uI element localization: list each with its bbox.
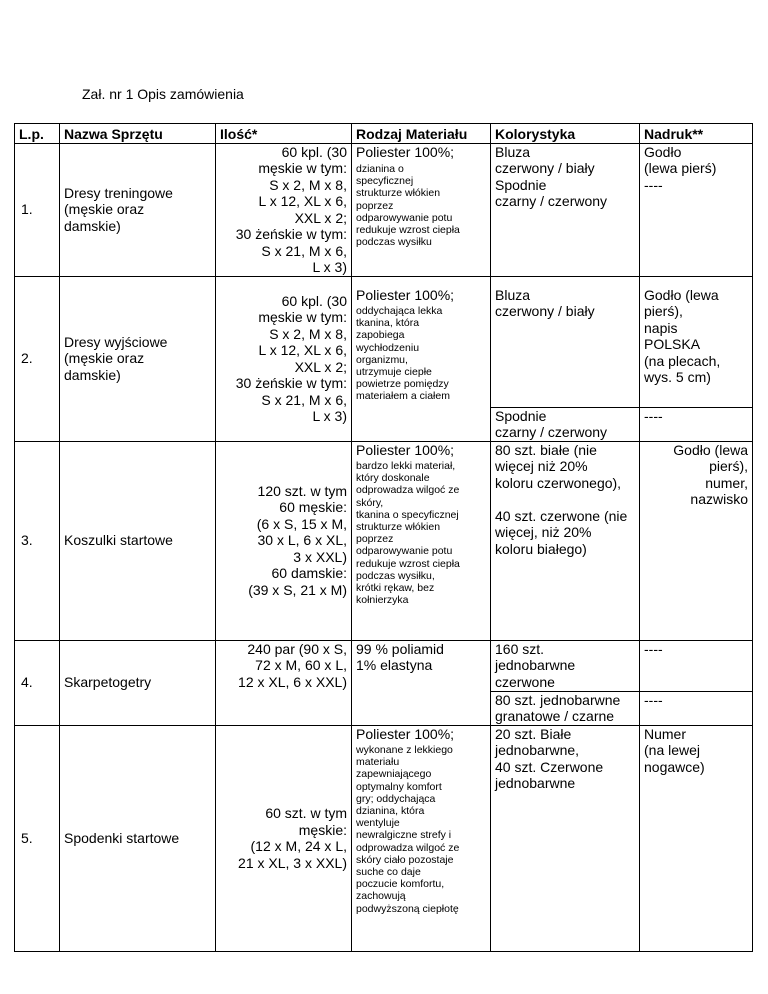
cell-ilosc: 120 szt. w tym 60 męskie: (6 x S, 15 x M, 30 x L, 6 x XL, 3 x XXL) 60 damskie: (39 x S, 21 x M) (216, 441, 352, 640)
cell-nadruk: Numer (na lewej nogawce) (640, 725, 753, 951)
cell-ilosc: 240 par (90 x S, 72 x M, 60 x L, 12 x XL, 6 x XXL) (216, 640, 352, 725)
cell-kolorystyka: 160 szt. jednobarwne czerwone (491, 640, 640, 691)
cell-nadruk: Godło (lewa pierś), numer, nazwisko (640, 441, 753, 640)
header-row (15, 124, 753, 144)
document-title: Zał. nr 1 Opis zamówienia (82, 86, 244, 102)
cell-material (352, 725, 491, 951)
cell-material: 99 % poliamid 1% elastyna (352, 640, 491, 725)
cell-nazwa: Dresy wyjściowe (męskie oraz damskie) (60, 276, 216, 441)
cell-lp: 4. (15, 640, 60, 725)
cell-nazwa: Dresy treningowe (męskie oraz damskie) (60, 143, 216, 276)
cell-lp: 5. (15, 725, 60, 951)
cell-nadruk: Godło (lewa pierś) ---- (640, 143, 753, 276)
cell-material (352, 143, 491, 276)
cell-kolorystyka: 80 szt. białe (nie więcej niż 20% koloru czerwonego), 40 szt. czerwone (nie więcej, niż 20% koloru białego) (491, 441, 640, 640)
cell-lp: 2. (15, 276, 60, 441)
header-kolorystyka: Kolorystyka (491, 124, 640, 144)
cell-nazwa: Spodenki startowe (60, 725, 216, 951)
material-head: Poliester 100%; (356, 441, 455, 458)
cell-material (352, 441, 491, 640)
cell-kolorystyka: 20 szt. Białe jednobarwne, 40 szt. Czerwone jednobarwne (491, 725, 640, 951)
cell-kolorystyka: Bluza czerwony / biały (491, 276, 640, 407)
cell-lp: 3. (15, 441, 60, 640)
material-head: Poliester 100%; (356, 725, 455, 742)
material-head: Poliester 100%; (356, 143, 455, 160)
cell-kolorystyka: 80 szt. jednobarwne granatowe / czarne (491, 691, 640, 725)
cell-nadruk: ---- (640, 640, 753, 691)
cell-kolorystyka: Bluza czerwony / biały Spodnie czarny / czerwony (491, 143, 640, 276)
table-row (15, 640, 753, 691)
table-row (15, 441, 753, 640)
header-nadruk: Nadruk** (640, 124, 753, 144)
cell-ilosc: 60 kpl. (30 męskie w tym: S x 2, M x 8, L x 12, XL x 6, XXL x 2; 30 żeńskie w tym: S x 21, M x 6, L x 3) (216, 276, 352, 441)
cell-material (352, 276, 491, 441)
header-lp: L.p. (15, 124, 60, 144)
header-material: Rodzaj Materiału (352, 124, 491, 144)
header-ilosc: Ilość* (216, 124, 352, 144)
cell-lp: 1. (15, 143, 60, 276)
table-row (15, 725, 753, 951)
cell-ilosc: 60 szt. w tym męskie: (12 x M, 24 x L, 21 x XL, 3 x XXL) (216, 725, 352, 951)
cell-nadruk: Godło (lewa pierś), napis POLSKA (na plecach, wys. 5 cm) (640, 276, 753, 407)
header-nazwa: Nazwa Sprzętu (60, 124, 216, 144)
cell-nadruk: ---- (640, 407, 753, 441)
material-desc: dzianina o specyficznej strukturze włókien poprzez odparowywanie potu redukuje wzrost ciepła podczas wysiłku (356, 163, 460, 249)
cell-ilosc: 60 kpl. (30 męskie w tym: S x 2, M x 8, L x 12, XL x 6, XXL x 2; 30 żeńskie w tym: S x 21, M x 6, L x 3) (216, 143, 352, 276)
material-head: Poliester 100%; (356, 286, 455, 303)
material-desc: bardzo lekki materiał, który doskonale odprowadza wilgoć ze skóry, tkanina o specyficznej strukturze włókien poprzez odparowywanie potu redukuje wzrost ciepła podczas wysiłku, krótki rękaw, bez kołnierzyka (356, 460, 460, 607)
cell-kolorystyka: Spodnie czarny / czerwony (491, 407, 640, 441)
order-table (14, 123, 753, 952)
material-desc: wykonane z lekkiego materiału zapewniającego optymalny komfort gry; oddychająca dzianina, która wentyluje newralgiczne strefy i odprowadza wilgoć ze skóry ciało pozostaje suche co daje poczucie komfortu, zachowują podwyższoną ciepłotę (356, 744, 460, 915)
table-row (15, 143, 753, 276)
material-desc: oddychająca lekka tkanina, która zapobiega wychłodzeniu organizmu, utrzymuje ciepłe powietrze pomiędzy materiałem a ciałem (356, 305, 450, 403)
cell-nadruk: ---- (640, 691, 753, 725)
cell-nazwa: Skarpetogetry (60, 640, 216, 725)
table-row (15, 276, 753, 407)
cell-nazwa: Koszulki startowe (60, 441, 216, 640)
